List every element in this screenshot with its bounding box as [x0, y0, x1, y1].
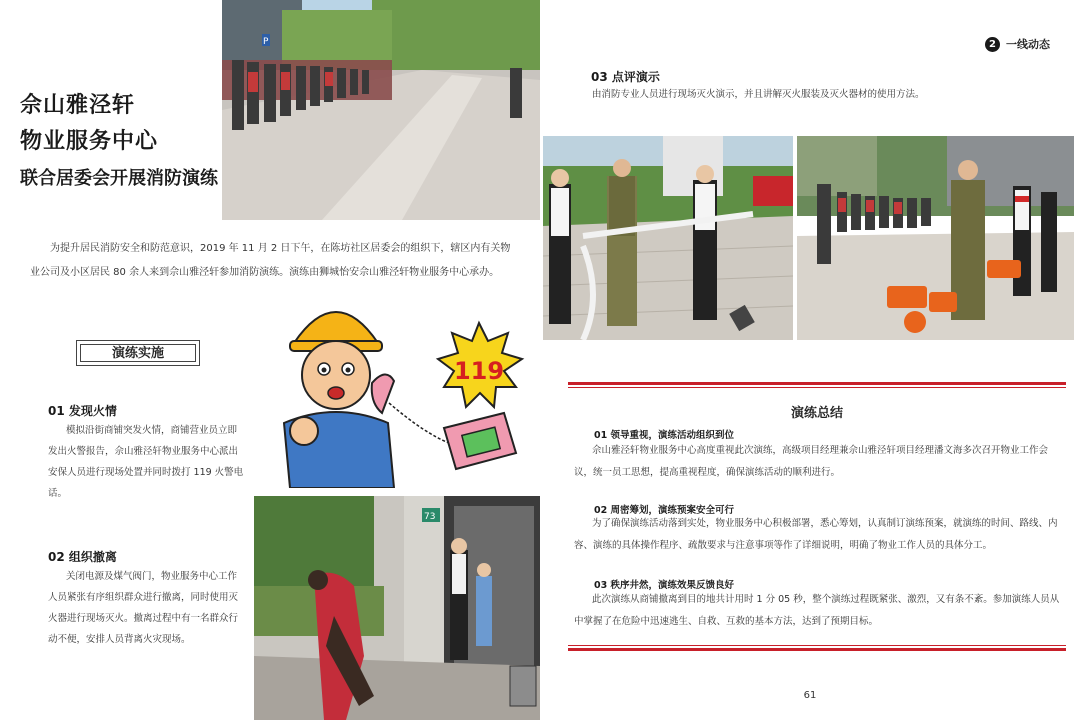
door-number-sign: 73: [424, 512, 436, 522]
section-01-body: 模拟沿街商铺突发火情，商铺营业员立即发出火警报告，佘山雅泾轩物业服务中心派出安保人员进行现场处置并同时拨打 119 火警电话。: [48, 425, 244, 499]
illustration-firefighter-calling-119: [254, 283, 536, 488]
section-03-body: 由消防专业人员进行现场灭火演示，并且讲解灭火服装及灭火器材的使用方法。: [592, 89, 925, 100]
title-line-3: 联合居委会开展消防演练: [20, 168, 218, 189]
drill-section-heading: [76, 340, 200, 366]
photo-fire-hose-demo: [543, 136, 793, 340]
summary-title: 演练总结: [790, 406, 843, 421]
drill-section-heading-text: 演练实施: [80, 344, 196, 362]
section-badge-number: 2: [985, 37, 1000, 52]
photo-crowd-gathering: [222, 0, 540, 220]
summary-02-body: 为了确保演练活动落到实处，物业服务中心积极部署，悉心筹划，认真制订演练预案，就演练的时间、路线、内容、演练的具体操作程序、疏散要求与注意事项等作了详细说明，明确了物业工作人员的具体分工。: [574, 518, 1058, 551]
summary-02-heading: 02 周密筹划，演练预案安全可行: [594, 505, 735, 516]
section-03-title: 03 点评演示: [591, 70, 660, 84]
section-02-body: 关闭电源及煤气阀门，物业服务中心工作人员紧张有序组织群众进行撤离，同时使用灭火器进行现场灭火。撤离过程中有一名群众行动不便，安排人员背离火灾现场。: [48, 571, 239, 645]
telephone-icon: [444, 413, 516, 469]
photo-fire-equipment-display: [797, 136, 1074, 340]
summary-bottom-rule: [568, 645, 1066, 651]
photo-evacuation: [254, 496, 540, 720]
section-badge: [985, 36, 1050, 52]
summary-03-heading: 03 秩序井然，演练效果反馈良好: [594, 580, 735, 591]
summary-01-heading: 01 领导重视，演练活动组织到位: [594, 430, 735, 441]
section-02-title: 02 组织撤离: [48, 550, 117, 564]
article-title: [20, 88, 230, 196]
parking-sign-letter: P: [263, 37, 269, 47]
section-01-title: 01 发现火情: [48, 404, 117, 418]
title-line-2: 物业服务中心: [20, 129, 159, 154]
title-line-1: 佘山雅泾轩: [20, 93, 136, 118]
section-badge-label: 一线动态: [1006, 38, 1050, 51]
summary-01-body: 佘山雅泾轩物业服务中心高度重视此次演练，高级项目经理兼佘山雅泾轩项目经理潘文海多次召开物业工作会议，统一员工思想，提高重视程度，确保演练活动的顺利进行。: [574, 445, 1049, 478]
page-number: 61: [803, 690, 817, 701]
summary-top-rule: [568, 382, 1066, 388]
summary-03-body: 此次演练从商铺撤离到目的地共计用时 1 分 05 秒，整个演练过程既紧张、激烈，又有条不紊。参加演练人员从中掌握了在危险中迅速逃生、自救、互救的基本方法，达到了预期目标。: [574, 594, 1060, 627]
emergency-number-text: 119: [453, 357, 505, 385]
intro-paragraph: 为提升居民消防安全和防范意识，2019 年 11 月 2 日下午，在陈坊社区居委会的组织下，辖区内有关物业公司及小区居民 80 余人来到佘山雅泾轩参加消防演练。演练由狮城怡安佘山雅泾轩物业服务中心承办。: [30, 243, 511, 278]
